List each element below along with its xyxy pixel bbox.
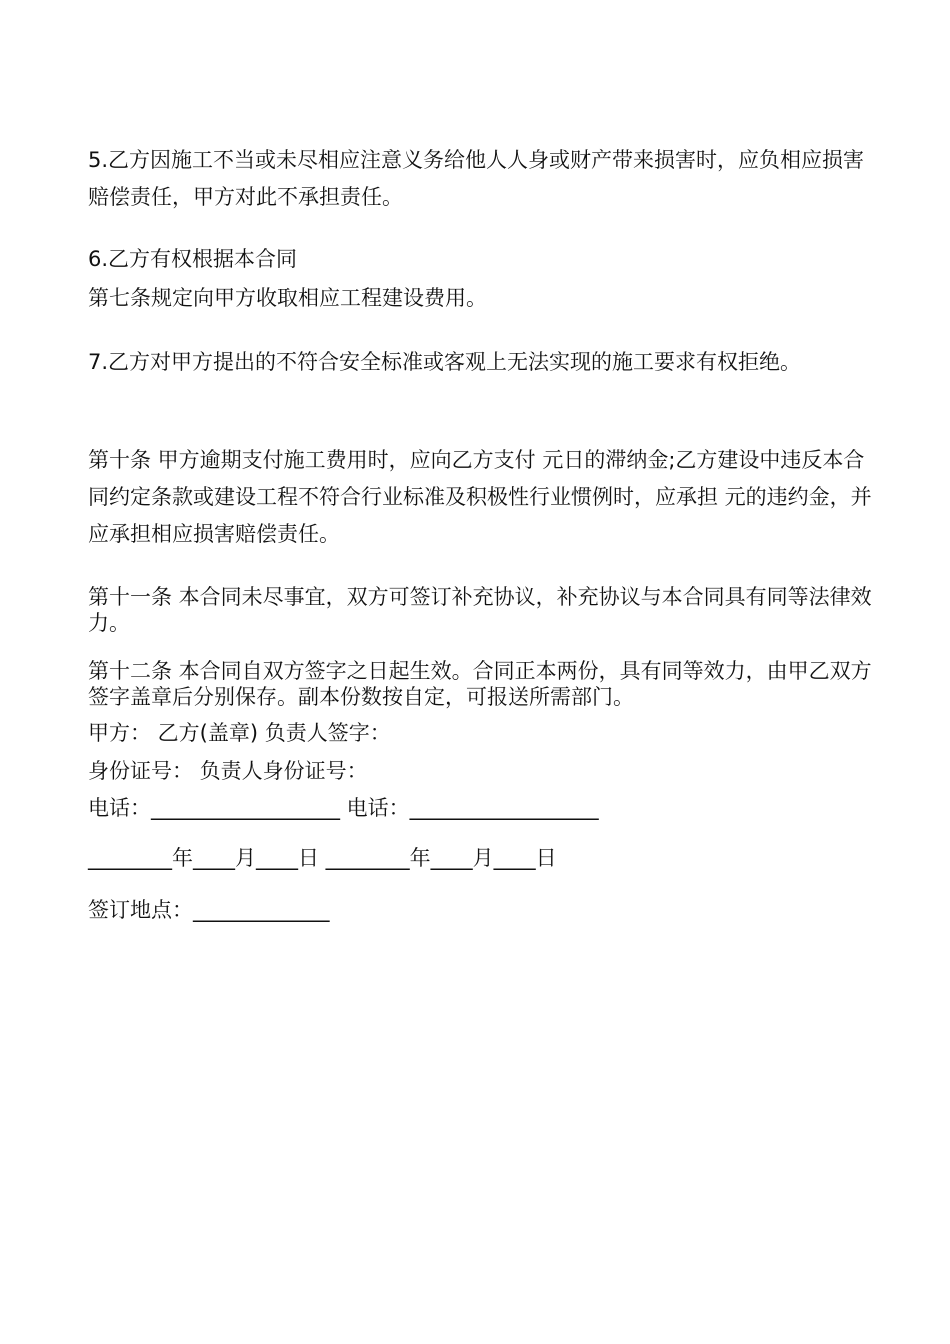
signature-party-line: 甲方： 乙方(盖章) 负责人签字： bbox=[88, 721, 391, 745]
signature-place-line: 签订地点：_____________ bbox=[88, 898, 330, 922]
signature-phone-line: 电话：__________________ 电话：__________________ bbox=[88, 796, 599, 820]
clause-item-7: 7.乙方对甲方提出的不符合安全标准或客观上无法实现的施工要求有权拒绝。 bbox=[88, 350, 802, 374]
article-10: 第十条 甲方逾期支付施工费用时，应向乙方支付 元日的滞纳金;乙方建设中违反本合同约定条款或建设工程不符合行业标准及积极性行业惯例时，应承担 元的违约金，并应承担相应损害赔偿责任。 bbox=[88, 448, 872, 546]
clause-item-5: 5.乙方因施工不当或未尽相应注意义务给他人人身或财产带来损害时，应负相应损害赔偿责任，甲方对此不承担责任。 bbox=[88, 148, 865, 209]
clause-item-6-line-1: 6.乙方有权根据本合同 bbox=[88, 247, 298, 271]
signature-id-line: 身份证号： 负责人身份证号： bbox=[88, 759, 368, 783]
article-12: 第十二条 本合同自双方签字之日起生效。合同正本两份，具有同等效力，由甲乙双方签字盖章后分别保存。副本份数按自定，可报送所需部门。 bbox=[88, 659, 872, 709]
article-11: 第十一条 本合同未尽事宜，双方可签订补充协议，补充协议与本合同具有同等法律效力。 bbox=[88, 585, 872, 635]
signature-date-line: ________年____月____日 ________年____月____日 bbox=[88, 846, 557, 870]
clause-item-6-line-2: 第七条规定向甲方收取相应工程建设费用。 bbox=[88, 286, 487, 310]
